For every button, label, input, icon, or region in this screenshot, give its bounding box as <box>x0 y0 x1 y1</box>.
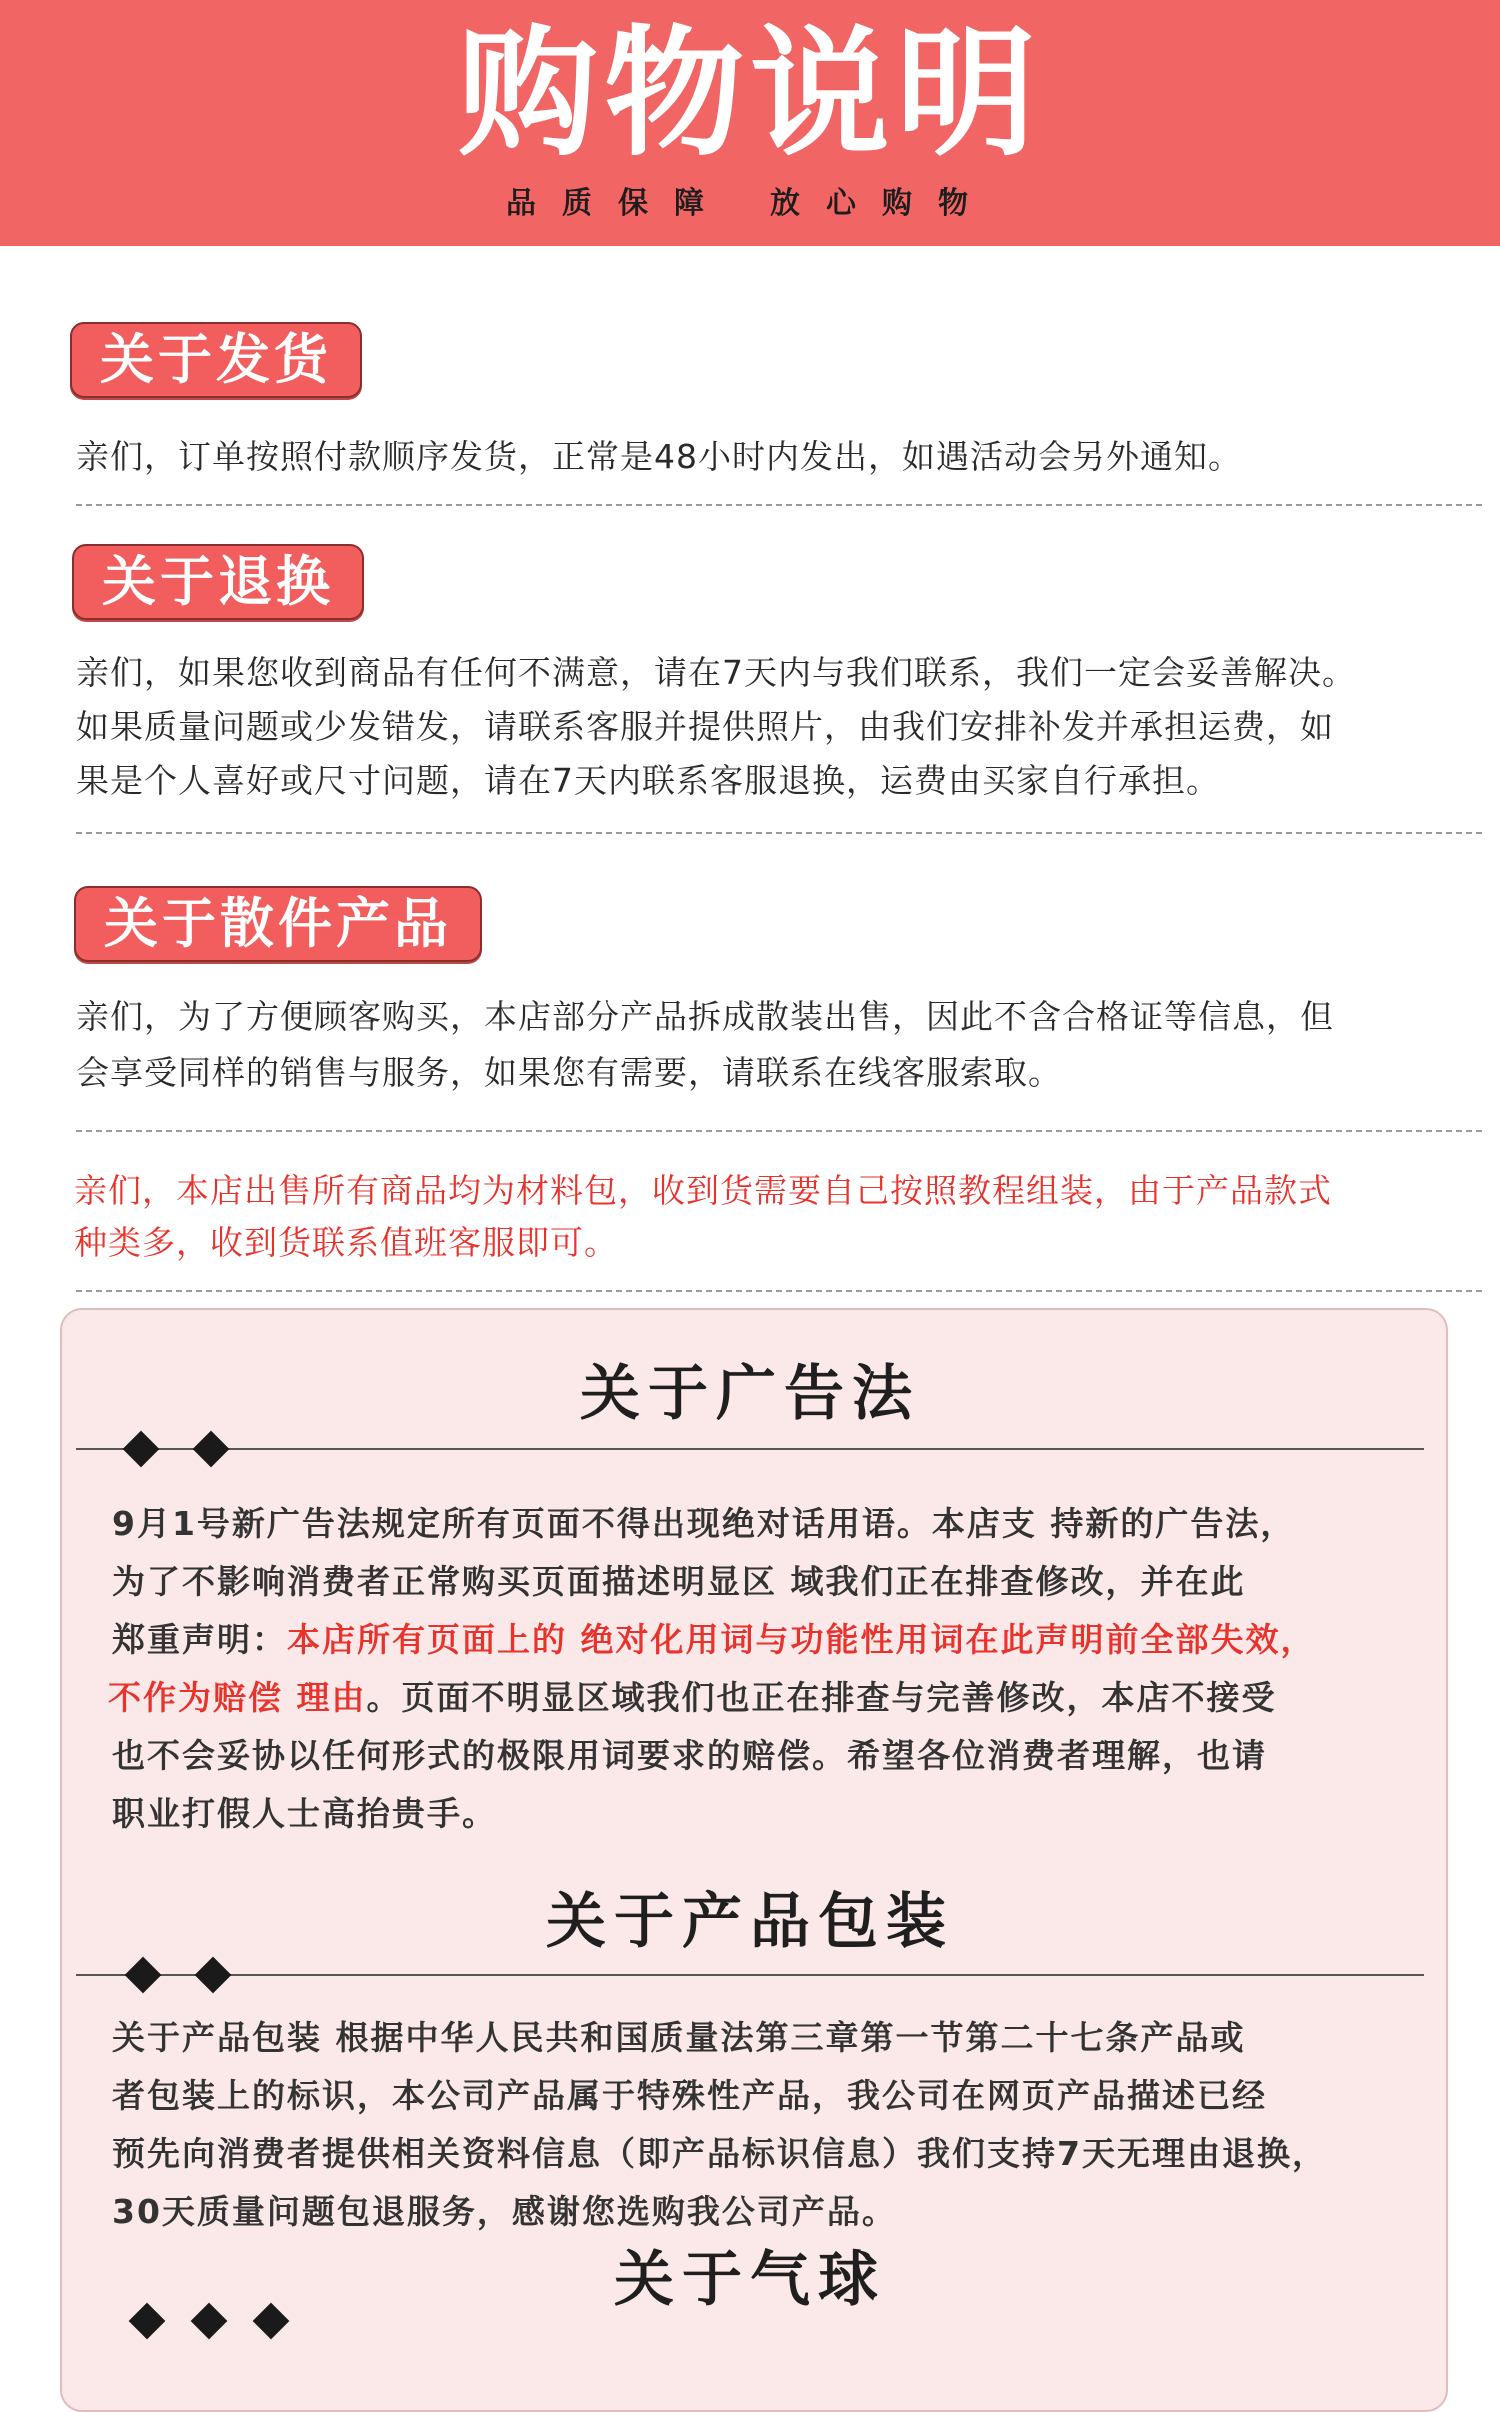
ad-law-line-4 <box>108 1670 1428 1726</box>
packaging-line-3: 预先向消费者提供相关资料信息（即产品标识信息）我们支持7天无理由退换， <box>112 2134 1327 2173</box>
returns-line-3: 果是个人喜好或尺寸问题，请在7天内联系客服退换，运费由买家自行承担。 <box>76 761 1220 800</box>
ad-law-rule <box>76 1448 1424 1450</box>
packaging-line-4: 30天质量问题包退服务，感谢您选购我公司产品。 <box>112 2192 897 2231</box>
returns-line-2: 如果质量问题或少发错发，请联系客服并提供照片，由我们安排补发并承担运费，如 <box>76 707 1334 746</box>
header-banner <box>0 0 1500 246</box>
ad-law-declare-highlight: 本店所有页面上的 绝对化用词与功能性用词在此声明前全部失效， <box>287 1620 1316 1659</box>
packaging-rule <box>76 1974 1424 1976</box>
notice-line-1: 亲们，本店出售所有商品均为材料包，收到货需要自己按照教程组装，由于产品款式 <box>74 1171 1332 1210</box>
ad-law-line-2: 为了不影响消费者正常购买页面描述明显区 域我们正在排查修改，并在此 <box>112 1562 1246 1601</box>
shipping-text: 亲们，订单按照付款顺序发货，正常是48小时内发出，如遇活动会另外通知。 <box>76 437 1242 476</box>
divider <box>76 504 1482 506</box>
subtitle-quality: 品质保障 <box>506 186 730 221</box>
packaging-line-2: 者包装上的标识，本公司产品属于特殊性产品，我公司在网页产品描述已经 <box>112 2076 1267 2115</box>
ad-law-compensation-highlight: 不作为赔偿 理由 <box>108 1678 367 1717</box>
ad-law-line-4-rest: 。页面不明显区域我们也正在排查与完善修改，本店不接受 <box>366 1678 1277 1717</box>
returns-line-1: 亲们，如果您收到商品有任何不满意，请在7天内与我们联系，我们一定会妥善解决。 <box>76 653 1356 692</box>
packaging-line-1: 关于产品包装 根据中华人民共和国质量法第三章第一节第二十七条产品或 <box>112 2018 1246 2057</box>
loose-line-1: 亲们，为了方便顾客购买，本店部分产品拆成散装出售，因此不含合格证等信息，但 <box>76 997 1334 1036</box>
ad-law-line-5: 也不会妥协以任何形式的极限用词要求的赔偿。希望各位消费者理解，也请 <box>112 1736 1267 1775</box>
ad-law-line-6: 职业打假人士高抬贵手。 <box>112 1794 497 1833</box>
ad-law-line-3 <box>112 1612 1432 1668</box>
page-title: 购物说明 <box>457 13 1042 176</box>
ad-law-line-1: 9月1号新广告法规定所有页面不得出现绝对话用语。本店支 持新的广告法， <box>112 1504 1296 1543</box>
section-label-returns: 关于退换 <box>72 544 364 620</box>
notice-line-2: 种类多，收到货联系值班客服即可。 <box>74 1223 618 1262</box>
packaging-title: 关于产品包装 <box>546 1887 954 1957</box>
loose-line-2: 会享受同样的销售与服务，如果您有需要，请联系在线客服索取。 <box>76 1053 1062 1092</box>
divider <box>76 1290 1482 1292</box>
balloon-title: 关于气球 <box>614 2245 886 2315</box>
ad-law-declare-label: 郑重声明： <box>112 1620 287 1659</box>
section-label-shipping: 关于发货 <box>70 322 362 398</box>
subtitle-shopping: 放心购物 <box>770 186 994 221</box>
divider <box>76 832 1482 834</box>
banner-subtitle <box>0 184 1500 224</box>
divider <box>76 1130 1482 1132</box>
ad-law-title: 关于广告法 <box>580 1359 920 1429</box>
section-label-loose-items: 关于散件产品 <box>74 886 482 962</box>
